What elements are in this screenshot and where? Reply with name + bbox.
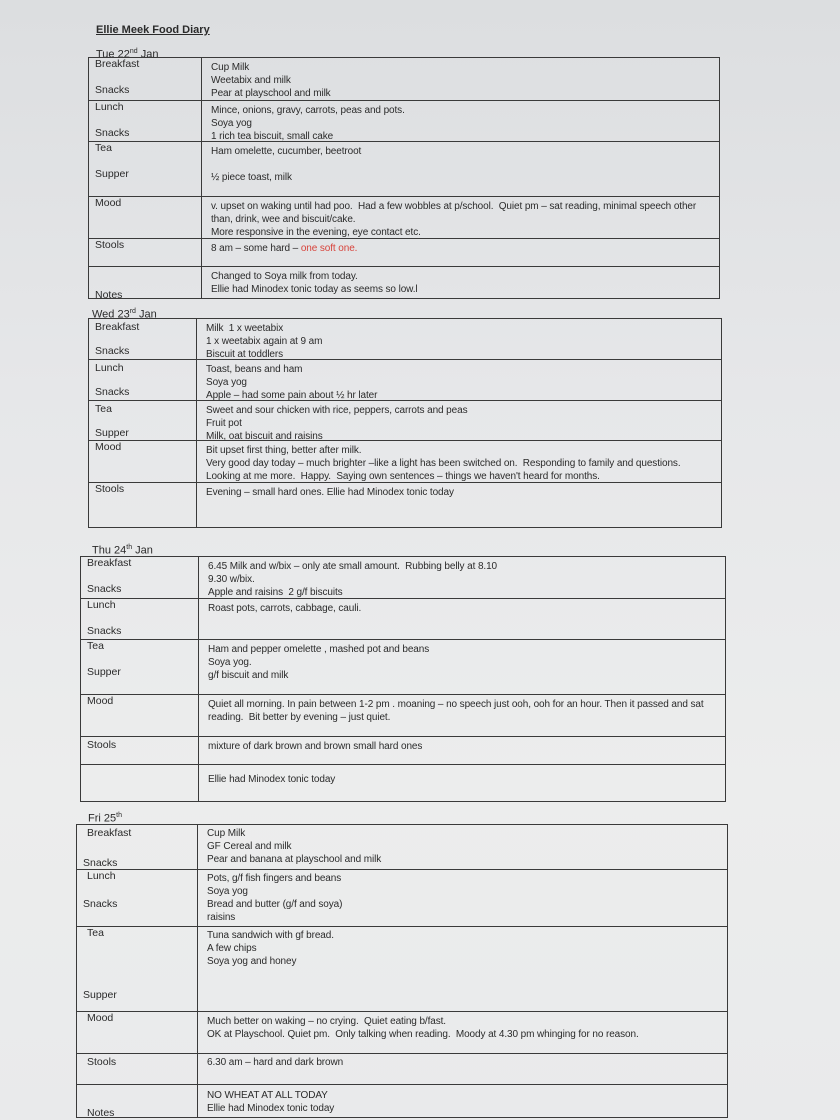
- content-line: 1 x weetabix again at 9 am: [206, 336, 323, 347]
- content-line: GF Cereal and milk: [207, 841, 292, 852]
- day-table: [88, 57, 720, 299]
- row-label: Tea: [87, 927, 104, 939]
- row-label: Supper: [95, 168, 129, 180]
- content-line: Evening – small hard ones. Ellie had Minodex tonic today: [206, 487, 454, 498]
- row-label: Mood: [95, 441, 122, 453]
- day-ordinal: nd: [129, 48, 138, 55]
- day-ordinal: th: [116, 812, 122, 819]
- content-line: Sweet and sour chicken with rice, peppers, carrots and peas: [206, 405, 468, 416]
- day-date: Wed 23: [92, 308, 130, 321]
- content-line: Ham and pepper omelette , mashed pot and beans: [208, 644, 430, 655]
- row-content: [211, 61, 331, 100]
- table-row: [77, 825, 727, 869]
- row-label: Snacks: [95, 127, 130, 139]
- content-line: Ham omelette, cucumber, beetroot: [211, 146, 362, 157]
- table-row: [89, 400, 721, 441]
- content-line: mixture of dark brown and brown small hard ones: [208, 741, 423, 752]
- row-content: [208, 773, 335, 786]
- table-row: [81, 598, 725, 640]
- content-line: Much better on waking – no crying. Quiet eating b/fast.: [207, 1016, 446, 1027]
- content-line: Cup Milk: [207, 828, 246, 839]
- table-row: [77, 1053, 727, 1085]
- row-label: Supper: [95, 427, 129, 439]
- row-content: [207, 929, 334, 968]
- content-line: Pear at playschool and milk: [211, 88, 331, 99]
- content-line: Tuna sandwich with gf bread.: [207, 930, 334, 941]
- row-label: Lunch: [95, 101, 124, 113]
- content-line: 8 am – some hard – one soft one.: [211, 243, 358, 254]
- row-label: Snacks: [95, 386, 130, 398]
- content-line: 9.30 w/bix.: [208, 574, 255, 585]
- row-label: Tea: [95, 142, 112, 154]
- content-line: Ellie had Minodex tonic today: [208, 774, 336, 785]
- day-ordinal: rd: [129, 308, 136, 315]
- row-label: Stools: [87, 739, 117, 751]
- content-line: Biscuit at toddlers: [206, 349, 284, 360]
- table-row: [81, 764, 725, 803]
- table-row: [89, 440, 721, 483]
- content-line: Bit upset first thing, better after milk.: [206, 445, 362, 456]
- content-line: Soya yog: [207, 886, 248, 897]
- row-content: [211, 104, 405, 143]
- day-table: [88, 318, 722, 528]
- table-row: [81, 736, 725, 765]
- table-row: [89, 266, 719, 301]
- row-label: Stools: [87, 1056, 117, 1068]
- row-label: Breakfast: [87, 557, 132, 569]
- content-line: Apple – had some pain about ½ hr later: [206, 390, 378, 401]
- day-date: Thu 24: [92, 544, 127, 557]
- row-label: Snacks: [95, 84, 130, 96]
- content-line: NO WHEAT AT ALL TODAY: [207, 1090, 328, 1101]
- content-line: Milk, oat biscuit and raisins: [206, 431, 323, 442]
- row-content: [207, 1089, 334, 1115]
- content-line: Fruit pot: [206, 418, 242, 429]
- table-row: [77, 1084, 727, 1120]
- row-content: [211, 145, 361, 184]
- content-line: Soya yog: [211, 118, 252, 129]
- content-line: Quiet all morning. In pain between 1-2 pm . moaning – no speech just ooh, ooh for an hour. Then it passed and sat: [208, 699, 704, 710]
- table-row: [89, 359, 721, 401]
- row-content: [211, 200, 696, 239]
- row-label: Breakfast: [95, 321, 140, 333]
- content-line: Weetabix and milk: [211, 75, 291, 86]
- row-content: [208, 602, 361, 615]
- row-label: Lunch: [95, 362, 124, 374]
- content-line: raisins: [207, 912, 236, 923]
- row-content: [208, 698, 704, 724]
- row-label: Tea: [87, 640, 104, 652]
- row-content: [211, 242, 357, 255]
- day-date: Fri 25: [88, 812, 117, 825]
- content-line: Pots, g/f fish fingers and beans: [207, 873, 342, 884]
- day-ordinal: th: [126, 544, 133, 551]
- row-label: Breakfast: [87, 827, 132, 839]
- table-row: [89, 482, 721, 511]
- table-row: [81, 694, 725, 737]
- row-content: [207, 1056, 343, 1069]
- content-line: 6.30 am – hard and dark brown: [207, 1057, 344, 1068]
- day-table: [80, 556, 726, 802]
- content-line: Soya yog and honey: [207, 956, 297, 967]
- row-content: [208, 560, 497, 599]
- table-row: [81, 639, 725, 695]
- content-line: ½ piece toast, milk: [211, 172, 292, 183]
- row-label: Snacks: [87, 625, 122, 637]
- day-table: [76, 824, 728, 1118]
- row-content: [206, 404, 467, 443]
- content-line: v. upset on waking until had poo. Had a few wobbles at p/school. Quiet pm – sat reading, minimal speech other: [211, 201, 697, 212]
- content-line: Milk 1 x weetabix: [206, 323, 284, 334]
- content-line: Mince, onions, gravy, carrots, peas and pots.: [211, 105, 405, 116]
- day-month: Jan: [135, 308, 157, 321]
- content-line: 1 rich tea biscuit, small cake: [211, 131, 334, 142]
- content-line: Apple and raisins 2 g/f biscuits: [208, 587, 343, 598]
- table-row: [89, 319, 721, 359]
- table-row: [89, 100, 719, 142]
- document-title: Ellie Meek Food Diary: [96, 24, 210, 36]
- row-content: [207, 827, 381, 866]
- content-line: Changed to Soya milk from today.: [211, 271, 358, 282]
- content-line: Cup Milk: [211, 62, 250, 73]
- row-label: Mood: [95, 197, 122, 209]
- content-line: 6.45 Milk and w/bix – only ate small amount. Rubbing belly at 8.10: [208, 561, 498, 572]
- content-line: Very good day today – much brighter –like a light has been switched on. Responding to family and questions.: [206, 458, 681, 469]
- row-label: Snacks: [83, 898, 118, 910]
- row-content: [206, 486, 454, 499]
- day-header: [88, 812, 122, 825]
- row-label: Tea: [95, 403, 112, 415]
- day-header: [92, 544, 153, 557]
- day-date: Tue 22: [96, 48, 130, 61]
- row-label: Mood: [87, 1012, 114, 1024]
- table-row: [89, 58, 719, 100]
- content-line: Pear and banana at playschool and milk: [207, 854, 382, 865]
- table-row: [89, 238, 719, 267]
- content-line: More responsive in the evening, eye contact etc.: [211, 227, 421, 238]
- content-line: than, drink, wee and biscuit/cake.: [211, 214, 356, 225]
- row-content: [208, 740, 422, 753]
- row-label: Snacks: [87, 583, 122, 595]
- content-line: OK at Playschool. Quiet pm. Only talking when reading. Moody at 4.30 pm whinging for no reason.: [207, 1029, 639, 1040]
- row-label: Notes: [87, 1107, 115, 1119]
- table-row: [89, 141, 719, 197]
- row-label: Lunch: [87, 599, 116, 611]
- day-month: Jan: [132, 544, 153, 557]
- row-content: [211, 270, 418, 296]
- content-line: g/f biscuit and milk: [208, 670, 289, 681]
- table-row: [77, 926, 727, 1012]
- row-label: Snacks: [95, 345, 130, 357]
- content-line: Ellie had Minodex tonic today as seems so low.l: [211, 284, 418, 295]
- row-content: [206, 363, 377, 402]
- content-line: Roast pots, carrots, cabbage, cauli.: [208, 603, 362, 614]
- table-row: [89, 196, 719, 239]
- row-label: Snacks: [83, 857, 118, 869]
- row-label: Supper: [83, 989, 117, 1001]
- row-content: [208, 643, 429, 682]
- content-line: Looking at me more. Happy. Saying own sentences – things we haven't heard for months.: [206, 471, 600, 482]
- table-row: [81, 557, 725, 598]
- content-line: Toast, beans and ham: [206, 364, 303, 375]
- content-line: Soya yog.: [208, 657, 252, 668]
- row-content: [206, 322, 322, 361]
- row-content: [207, 872, 342, 924]
- row-label: Breakfast: [95, 58, 140, 70]
- highlight-text: one soft one.: [300, 243, 358, 254]
- content-line: A few chips: [207, 943, 257, 954]
- day-month: Jan: [137, 48, 159, 61]
- content-line: Bread and butter (g/f and soya): [207, 899, 343, 910]
- row-label: Stools: [95, 483, 125, 495]
- row-label: Supper: [87, 666, 121, 678]
- content-line: Soya yog: [206, 377, 247, 388]
- row-content: [206, 444, 681, 483]
- content-line: [211, 158, 361, 171]
- table-row: [77, 869, 727, 927]
- content-line: Ellie had Minodex tonic today: [207, 1103, 335, 1114]
- row-label: Lunch: [87, 870, 116, 882]
- row-label: Notes: [95, 289, 123, 301]
- row-label: Stools: [95, 239, 125, 251]
- row-content: [207, 1015, 639, 1041]
- content-line: reading. Bit better by evening – just quiet.: [208, 712, 391, 723]
- table-row: [77, 1011, 727, 1054]
- row-label: Mood: [87, 695, 114, 707]
